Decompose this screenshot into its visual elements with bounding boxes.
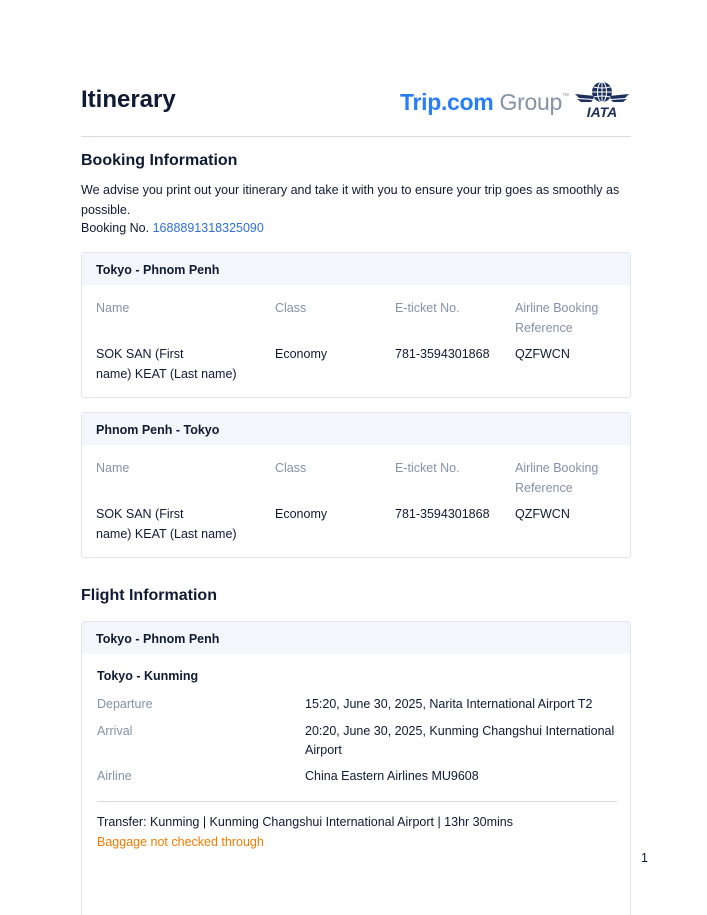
baggage-warning: Baggage not checked through [97,835,264,849]
header-class: Class [275,301,307,315]
arrival-label: Arrival [97,724,133,738]
booking-card-outbound [81,252,631,398]
tripcom-group-logo [400,89,569,116]
passenger-name-line1: SOK SAN (First [96,347,184,361]
tripcom-logo-trademark: ™ [561,93,569,100]
flight-card-route: Tokyo - Phnom Penh [82,622,630,654]
booking-number[interactable]: 1688891318325090 [152,221,264,235]
flight-leg-title: Tokyo - Kunming [97,669,199,683]
transfer-info: Transfer: Kunming | Kunming Changshui International Airport | 13hr 30mins [97,815,513,829]
flight-card [81,621,631,915]
header-name: Name [96,461,130,475]
advise-text: We advise you print out your itinerary and take it with you to ensure your trip goes as smoothly as possible. [81,183,620,217]
passenger-name-line2: name) KEAT (Last name) [96,367,237,381]
airline-label: Airline [97,769,132,783]
header-eticket: E-ticket No. [395,461,460,475]
airline-booking-ref: QZFWCN [515,347,570,361]
passenger-class: Economy [275,507,328,521]
departure-label: Departure [97,697,153,711]
tripcom-logo-group: Group [499,89,562,115]
header-airline-ref [515,298,598,338]
booking-number-line [81,220,264,236]
booking-section-title: Booking Information [81,152,238,169]
arrival-value-line1: 20:20, June 30, 2025, Kunming Changshui International [305,724,615,738]
document-header [81,78,631,122]
arrival-value [305,722,625,760]
header-airline-ref-line1: Airline Booking [515,301,599,315]
eticket-number: 781-3594301868 [395,347,490,361]
header-airline-ref-line1: Airline Booking [515,461,599,475]
booking-number-label: Booking No. [81,221,150,235]
header-eticket: E-ticket No. [395,301,460,315]
header-airline-ref-line2: Reference [515,321,573,335]
departure-value: 15:20, June 30, 2025, Narita International Airport T2 [305,697,593,711]
flight-section-title: Flight Information [81,587,217,604]
arrival-value-line2: Airport [305,743,342,757]
header-airline-ref-line2: Reference [515,481,573,495]
booking-card-return [81,412,631,558]
iata-logo [573,80,631,120]
flight-card-divider [97,801,617,802]
page-number: 1 [641,851,648,865]
tripcom-logo-brand: Trip.com [400,89,494,115]
airline-booking-ref: QZFWCN [515,507,570,521]
header-airline-ref [515,458,598,498]
passenger-name [96,504,237,544]
passenger-class: Economy [275,347,328,361]
booking-card-route: Tokyo - Phnom Penh [82,253,630,285]
header-class: Class [275,461,307,475]
iata-logo-text: IATA [586,104,618,120]
passenger-name-line2: name) KEAT (Last name) [96,527,237,541]
booking-card-route: Phnom Penh - Tokyo [82,413,630,445]
eticket-number: 781-3594301868 [395,507,490,521]
airline-value: China Eastern Airlines MU9608 [305,769,479,783]
page-title: Itinerary [81,86,176,113]
header-divider [81,136,631,137]
passenger-name-line1: SOK SAN (First [96,507,184,521]
passenger-name [96,344,237,384]
header-name: Name [96,301,130,315]
